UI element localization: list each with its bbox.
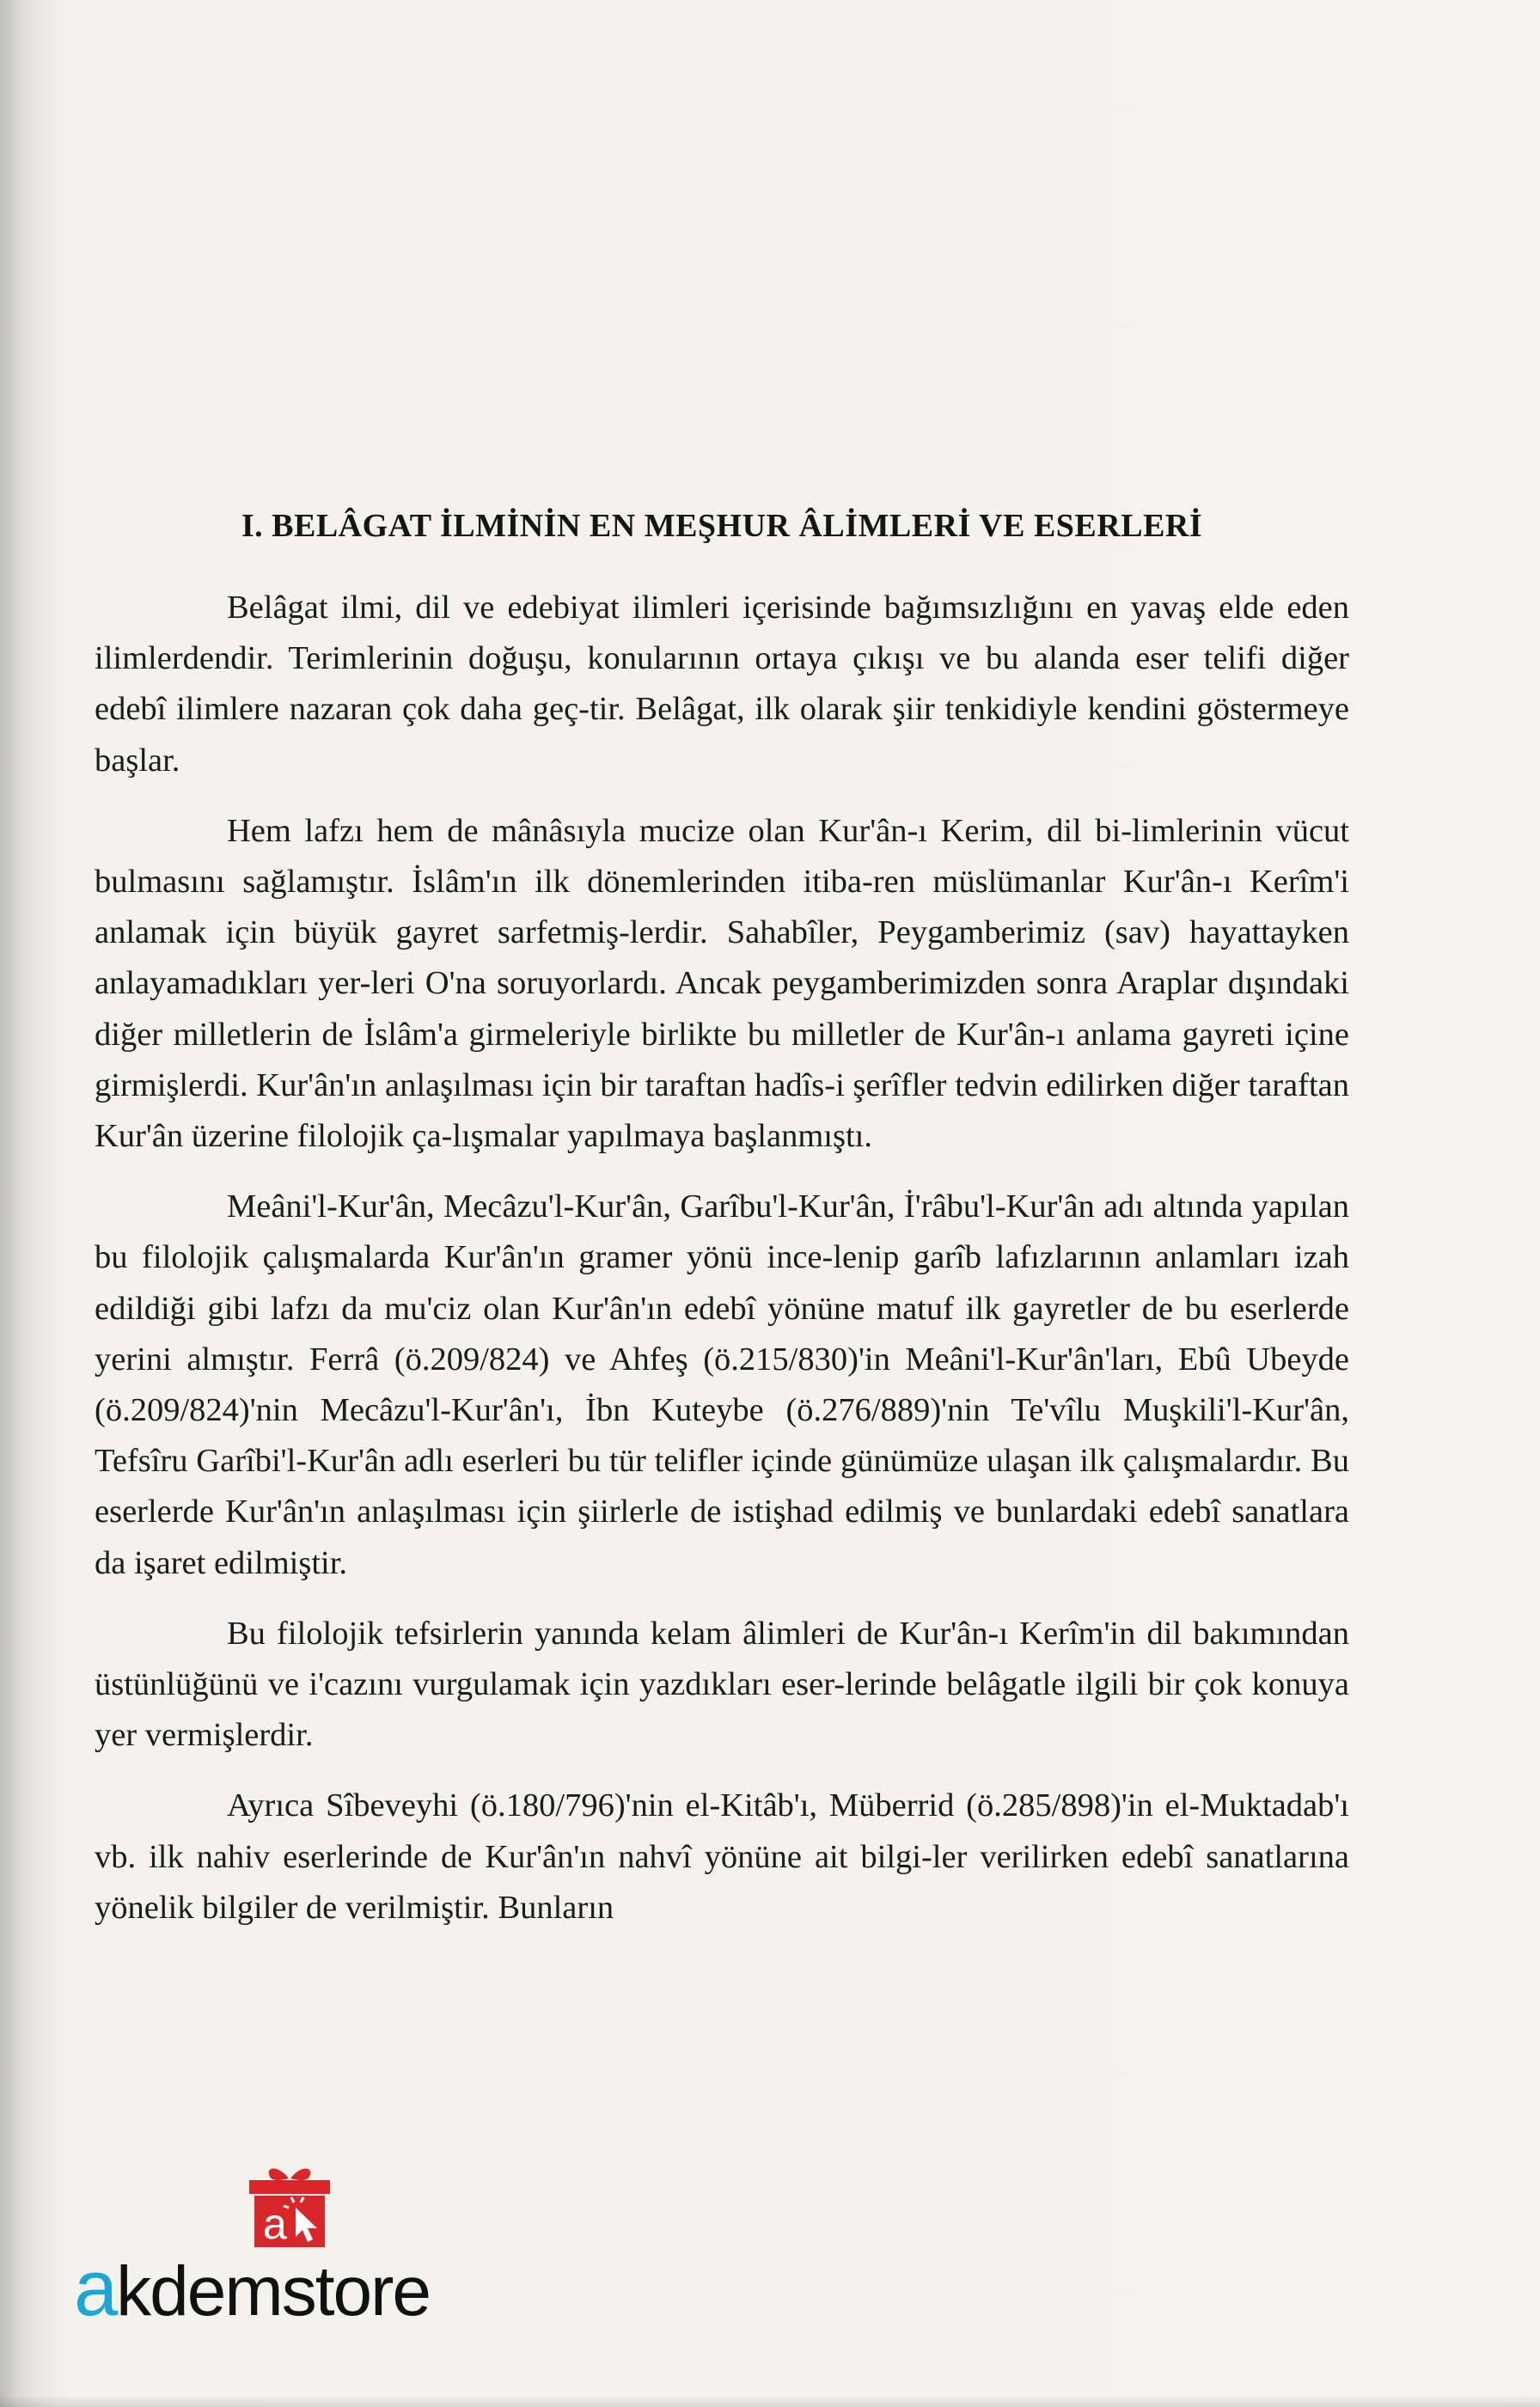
logo-word-rest: kdemstore	[116, 2252, 430, 2331]
gift-box-cursor-icon	[244, 2161, 335, 2251]
paragraph-3: Meâni'l-Kur'ân, Mecâzu'l-Kur'ân, Garîbu'l-Kur'ân, İ'râbu'l-Kur'ân adı altında yapılan bu filolojik çalışmalarda Kur'ân'ın gramer yönü ince-lenip garîb lafızlarının anlamları izah edildiği gibi lafzı da mu'ciz olan Kur'ân'ın edebî yönüne matuf ilk gayretler de bu eserlerde yerini almıştır. Ferrâ (ö.209/824) ve Ahfeş (ö.215/830)'in Meâni'l-Kur'ân'ları, Ebû Ubeyde (ö.209/824)'nin Mecâzu'l-Kur'ân'ı, İbn Kuteybe (ö.276/889)'nin Te'vîlu Muşkili'l-Kur'ân, Tefsîru Garîbi'l-Kur'ân adlı eserleri bu tür telifler içinde günümüze ulaşan ilk çalışmalardır. Bu eserlerde Kur'ân'ın anlaşılması için şiirlerle de istişhad edilmiş ve bunlardaki edebî sanatlara da işaret edilmiştir.	[95, 1188, 1349, 1581]
logo-wordmark	[74, 2245, 430, 2332]
akdemstore-logo	[74, 2161, 521, 2332]
chapter-title: I. BELÂGAT İLMİNİN EN MEŞHUR ÂLİMLERİ VE ESERLERİ	[241, 508, 1203, 544]
paragraph-4: Bu filolojik tefsirlerin yanında kelam âlimleri de Kur'ân-ı Kerîm'in dil bakımından üstünlüğünü ve i'cazını vurgulamak için yazdıkları eser-lerinde belâgatle ilgili bir çok konuya yer vermişlerdir.	[95, 1615, 1349, 1754]
page-bottom-edge	[0, 2395, 1540, 2407]
logo-accent-letter: a	[74, 2245, 117, 2332]
page-content	[95, 507, 1349, 1934]
paragraph-1: Belâgat ilmi, dil ve edebiyat ilimleri içerisinde bağımsızlığını en yavaş elde eden ilimlerdendir. Terimlerinin doğuşu, konularının ortaya çıkışı ve bu alanda eser telifi diğer edebî ilimlere nazaran çok daha geç-tir. Belâgat, ilk olarak şiir tenkidiyle kendini göstermeye başlar.	[95, 590, 1349, 779]
logo-icon-letter: a	[263, 2200, 287, 2248]
paragraph-5: Ayrıca Sîbeveyhi (ö.180/796)'nin el-Kitâb'ı, Müberrid (ö.285/898)'in el-Muktadab'ı vb. ilk nahiv eserlerinde de Kur'ân'ın nahvî yönüne ait bilgi-ler verilirken edebî sanatlarına yönelik bilgiler de verilmiştir. Bunların	[95, 1787, 1349, 1926]
paragraph-2: Hem lafzı hem de mânâsıyla mucize olan Kur'ân-ı Kerim, dil bi-limlerinin vücut bulmasını sağlamıştır. İslâm'ın ilk dönemlerinden itiba-ren müslümanlar Kur'ân-ı Kerîm'i anlamak için büyük gayret sarfetmiş-lerdir. Sahabîler, Peygamberimiz (sav) hayattayken anlayamadıkları yer-leri O'na soruyorlardı. Ancak peygamberimizden sonra Araplar dışındaki diğer milletlerin de İslâm'a girmeleriyle birlikte bu milletler de Kur'ân-ı anlama gayreti içine girmişlerdi. Kur'ân'ın anlaşılması için bir taraftan hadîs-i şerîfler tedvin edilirken diğer taraftan Kur'ân üzerine filolojik ça-lışmalar yapılmaya başlanmıştı.	[95, 812, 1349, 1155]
